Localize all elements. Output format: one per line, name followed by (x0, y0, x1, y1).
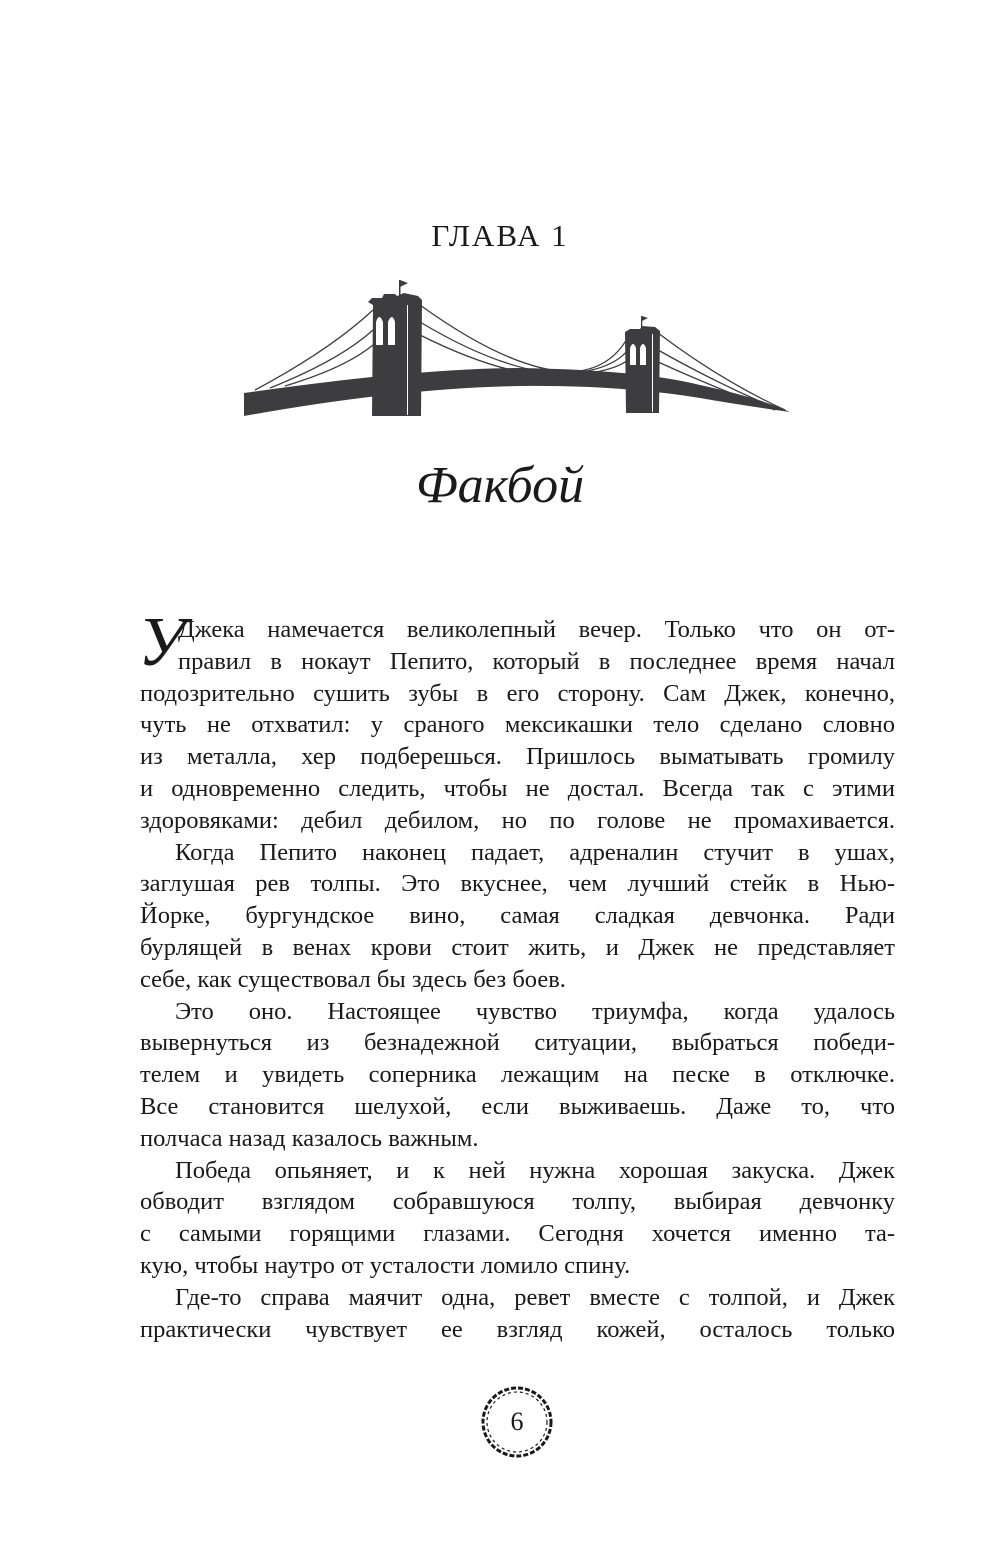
text-line: заглушая рев толпы. Это вкуснее, чем лучший стейк в Нью- (140, 870, 895, 898)
text-line: здоровяками: дебил дебилом, но по голове не промахивается. (140, 806, 895, 834)
text-line: правил в нокаут Пепито, который в последнее время начал (178, 647, 895, 675)
text-line: Это оно. Настоящее чувство триумфа, когда удалось (175, 997, 895, 1025)
text-line: из металла, хер подберешься. Пришлось выматывать громилу (140, 743, 895, 771)
text-line: Джека намечается великолепный вечер. Только что он от- (178, 616, 895, 643)
page-number: 6 (510, 1407, 524, 1436)
chapter-label: ГЛАВА 1 (431, 218, 569, 253)
body-text (138, 604, 895, 1345)
text-line: практически чувствует ее взгляд кожей, осталось только (140, 1315, 895, 1343)
text-line: Когда Пепито наконец падает, адреналин стучит в ушах, (175, 838, 895, 866)
text-line: Где-то справа маячит одна, ревет вместе с толпой, и Джек (175, 1283, 895, 1311)
paragraph (140, 1155, 895, 1282)
text-line: Все становится шелухой, если выживаешь. Даже то, что (140, 1092, 895, 1120)
paragraph (140, 1282, 895, 1346)
chapter-title: Факбой (415, 457, 585, 514)
bridge-deck (244, 368, 790, 416)
text-line: чуть не отхватил: у сраного мексикашки тело сделано словно (140, 711, 895, 739)
text-line: подозрительно сушить зубы в его сторону. Сам Джек, конечно, (140, 679, 895, 707)
text-line: Победа опьяняет, и к ней нужна хорошая закуска. Джек (175, 1156, 895, 1184)
bridge-towers (368, 280, 660, 416)
text-line: вывернуться из безнадежной ситуации, выбраться победи- (140, 1029, 895, 1057)
text-line: полчаса назад казалось важным. (140, 1124, 479, 1152)
text-line: бурлящей в венах крови стоит жить, и Джек не представляет (140, 933, 895, 961)
text-line: кую, чтобы наутро от усталости ломило спину. (140, 1251, 631, 1279)
text-line: Йорке, бургундское вино, самая сладкая девчонка. Ради (140, 902, 895, 930)
text-line: себе, как существовал бы здесь без боев. (140, 965, 566, 993)
text-line: с самыми горящими глазами. Сегодня хочется именно та- (140, 1220, 895, 1248)
text-line: телем и увидеть соперника лежащим на песке в отключке. (140, 1061, 895, 1089)
drop-cap: У (138, 604, 186, 681)
paragraph (140, 996, 895, 1155)
text-line: и одновременно следить, чтобы не достал. Всегда так с этими (140, 774, 895, 802)
paragraph (140, 614, 895, 837)
bridge-illustration (0, 0, 1000, 440)
page-number-badge (477, 1382, 557, 1462)
paragraph (140, 837, 895, 996)
text-line: обводит взглядом собравшуюся толпу, выбирая девчонку (140, 1188, 895, 1216)
